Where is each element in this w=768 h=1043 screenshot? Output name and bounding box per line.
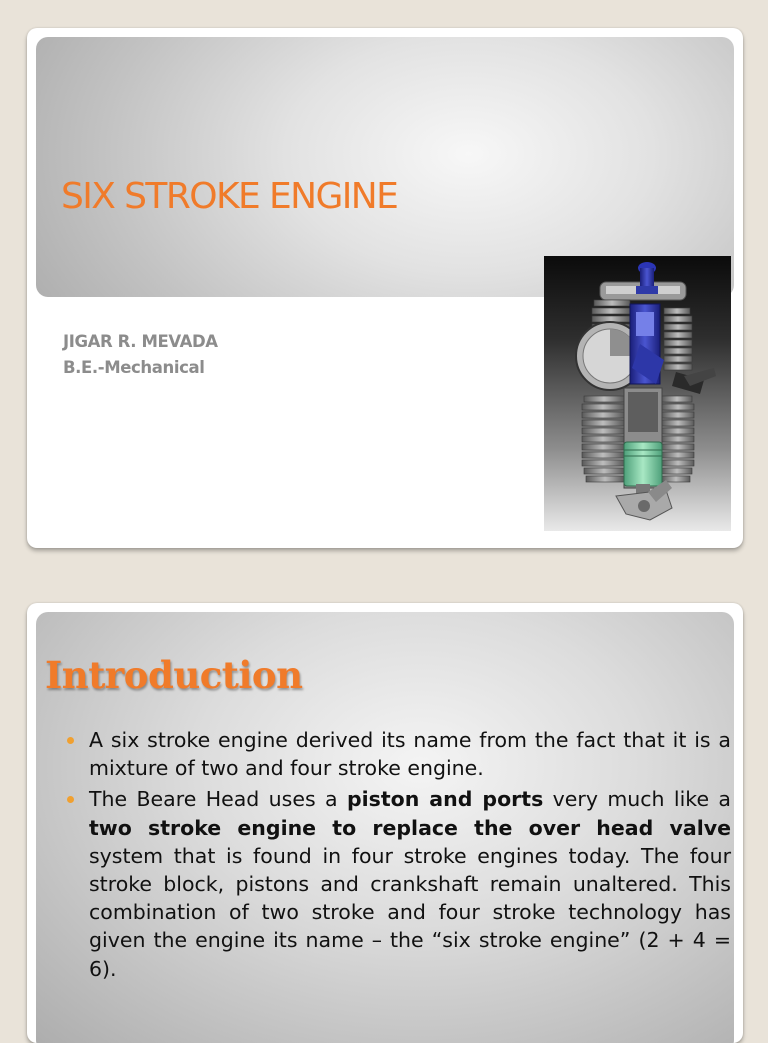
bullet-emphasis: two stroke engine to replace the over head valve: [89, 815, 731, 840]
slide-title: SIX STROKE ENGINE: [61, 176, 398, 217]
author-name: JIGAR R. MEVADA: [63, 332, 218, 351]
bullet-item: [67, 785, 731, 982]
bullet-item: [67, 726, 731, 782]
bullet-text: very much like a: [543, 787, 731, 812]
introduction-slide: [27, 603, 743, 1043]
slide-heading: Introduction: [45, 653, 303, 697]
title-slide: [27, 28, 743, 548]
bullet-text: The Beare Head uses a: [89, 787, 347, 812]
author-degree: B.E.-Mechanical: [63, 358, 205, 377]
bullet-text: system that is found in four stroke engines today. The four stroke block, pistons and crankshaft remain unaltered. This combination of two stroke and four stroke technology has given the engine its name – the “six stroke engine” (2 + 4 = 6).: [89, 843, 731, 981]
bullet-list: [67, 726, 731, 986]
bullet-emphasis: piston and ports: [346, 787, 544, 812]
engine-cutaway-image: [544, 256, 731, 531]
bullet-text: A six stroke engine derived its name from the fact that it is a mixture of two and four stroke engine.: [89, 728, 731, 781]
